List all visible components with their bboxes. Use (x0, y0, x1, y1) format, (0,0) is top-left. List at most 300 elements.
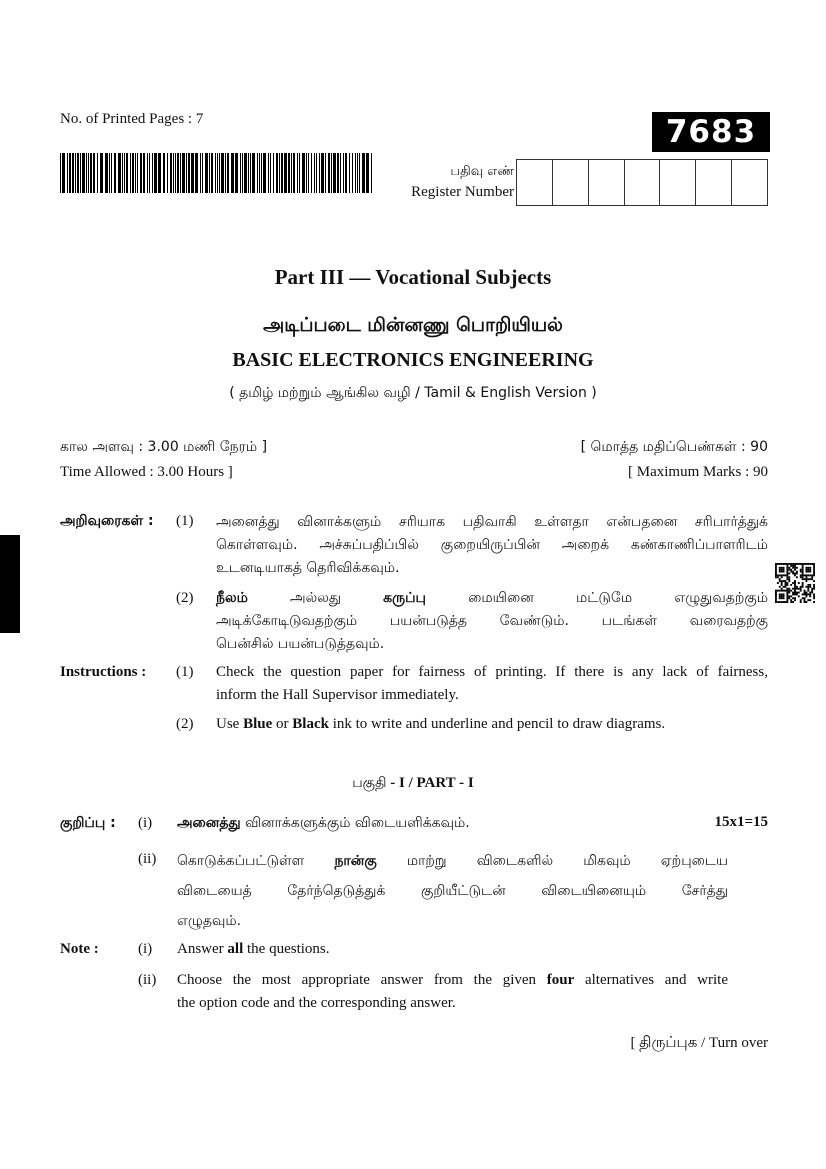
qr-module (775, 593, 777, 595)
qr-module (807, 599, 809, 601)
qr-module (811, 574, 813, 576)
qr-module (777, 590, 779, 592)
qr-module (809, 592, 811, 594)
subject-title-english: BASIC ELECTRONICS ENGINEERING (232, 349, 594, 371)
barcode-bar (180, 153, 181, 193)
qr-module (790, 584, 792, 586)
barcode-bar (163, 153, 165, 193)
qr-module (786, 582, 788, 584)
instruction-english-2 (216, 713, 776, 736)
barcode-bar (340, 153, 341, 193)
part-heading-english: - I / PART - I (386, 775, 474, 791)
qr-module (783, 601, 785, 603)
qr-module (781, 574, 783, 576)
qr-module (807, 593, 809, 595)
note-english-1 (177, 938, 330, 961)
part-title: Part III — Vocational Subjects (274, 265, 552, 289)
qr-module (802, 563, 804, 565)
instruction-line: Check the question paper for fairness of printing. If there is any lack of fairness, (216, 664, 768, 680)
qr-module (794, 580, 796, 582)
qr-module (788, 590, 790, 592)
barcode-bar (328, 153, 330, 193)
barcode-bar (80, 153, 81, 193)
barcode-bar (299, 153, 300, 193)
qr-module (798, 582, 800, 584)
qr-module (809, 569, 811, 571)
barcode-bar (321, 153, 324, 193)
register-digit-box[interactable] (660, 160, 696, 205)
qr-module (796, 588, 798, 590)
barcode-bar (250, 153, 251, 193)
qr-module (807, 590, 809, 592)
qr-module (788, 578, 790, 580)
barcode-bar (270, 153, 271, 193)
qr-module (805, 578, 807, 580)
note-line: விடையைத் தேர்ந்தெடுத்துக் குறியீட்டுடன் விடையினையும் சேர்த்து (177, 883, 728, 899)
qr-module (794, 586, 796, 588)
barcode-bar (263, 153, 266, 193)
black-word: Black (292, 716, 329, 732)
qr-module (792, 573, 794, 575)
barcode-bar (276, 153, 278, 193)
qr-module (790, 569, 792, 571)
qr-module (785, 574, 787, 576)
qr-module (781, 588, 783, 590)
qr-module (794, 593, 796, 595)
instruction-line: அனைத்து வினாக்களும் சரியாக பதிவாகி உள்ளதா என்பதனை சரிபார்த்துக் (216, 514, 768, 530)
barcode-bar (147, 153, 148, 193)
barcode-bar (215, 153, 216, 193)
qr-module (807, 574, 809, 576)
qr-module (783, 597, 785, 599)
qr-module (779, 574, 781, 576)
qr-module (809, 586, 811, 588)
max-marks-tamil: [ மொத்த மதிப்பெண்கள் : 90 (580, 439, 768, 455)
register-label-english: Register Number (411, 184, 514, 200)
qr-code-image (775, 563, 815, 603)
qr-module (802, 567, 804, 569)
qr-module (788, 567, 790, 569)
qr-module (775, 597, 777, 599)
qr-module (798, 595, 800, 597)
qr-module (775, 574, 777, 576)
barcode-bar (333, 153, 336, 193)
printed-pages-count: No. of Printed Pages : 7 (60, 111, 204, 127)
instructions-tamil-label: அறிவுரைகள் : (60, 513, 154, 529)
qr-module (802, 565, 804, 567)
barcode-bar (325, 153, 326, 193)
instruction-line: அடிக்கோடிடுவதற்கும் பயன்படுத்த வேண்டும். படங்கள் வரைவதற்கு (216, 613, 768, 629)
barcode-bar (281, 153, 283, 193)
qr-module (807, 571, 809, 573)
qr-module (813, 593, 815, 595)
note-line: the option code and the corresponding answer. (177, 995, 456, 1011)
qr-module (796, 586, 798, 588)
qr-module (813, 586, 815, 588)
qr-module (809, 563, 811, 565)
qr-module (790, 599, 792, 601)
part-one-heading (0, 775, 826, 793)
barcode-bar (109, 153, 110, 193)
qr-module (800, 590, 802, 592)
qr-module (792, 592, 794, 594)
qr-module (775, 563, 777, 565)
barcode-bar (259, 153, 260, 193)
qr-module (805, 569, 807, 571)
qr-module (809, 574, 811, 576)
barcode-bar (188, 153, 190, 193)
barcode-bar (97, 153, 98, 193)
qr-module (804, 593, 806, 595)
barcode-bar (240, 153, 241, 193)
qr-module (783, 567, 785, 569)
qr-module (788, 573, 790, 575)
barcode-bar (217, 153, 218, 193)
qr-module (779, 593, 781, 595)
qr-module (779, 586, 781, 588)
qr-module (783, 586, 785, 588)
or-word: அல்லது (247, 590, 384, 606)
qr-module (800, 571, 802, 573)
qr-module (786, 599, 788, 601)
barcode-bar (337, 153, 339, 193)
qr-module (783, 590, 785, 592)
qr-module (811, 592, 813, 594)
barcode-bar (306, 153, 307, 193)
register-digit-box[interactable] (625, 160, 661, 205)
qr-module (805, 593, 807, 595)
note-rest: வினாக்களுக்கும் விடையளிக்கவும். (240, 815, 470, 831)
qr-module (802, 573, 804, 575)
qr-module (777, 582, 779, 584)
barcode-bar (209, 153, 210, 193)
barcode-bar (359, 153, 360, 193)
qr-module (794, 574, 796, 576)
qr-module (775, 576, 777, 578)
barcode-bar (126, 153, 128, 193)
qr-module (794, 582, 796, 584)
qr-module (794, 565, 796, 567)
qr-module (804, 563, 806, 565)
barcode-bar (235, 153, 238, 193)
time-allowed-tamil: கால அளவு : 3.00 மணி நேரம் ] (60, 439, 268, 455)
instruction-number: (1) (176, 664, 194, 680)
barcode-bar (140, 153, 142, 193)
paper-code-badge: 7683 (652, 112, 770, 152)
qr-module (777, 576, 779, 578)
barcode-bar (331, 153, 332, 193)
qr-module (775, 569, 777, 571)
max-marks-english: [ Maximum Marks : 90 (628, 464, 768, 480)
barcode-bar (221, 153, 224, 193)
qr-module (775, 571, 777, 573)
barcode-bar (311, 153, 312, 193)
barcode-bar (371, 153, 372, 193)
note-number: (ii) (138, 972, 157, 988)
qr-module (804, 578, 806, 580)
qr-module (788, 597, 790, 599)
qr-module (813, 584, 815, 586)
qr-module (805, 563, 807, 565)
register-digit-box[interactable] (732, 160, 767, 205)
barcode-bar (86, 153, 87, 193)
barcode-bar (143, 153, 145, 193)
black-word: கருப்பு (383, 590, 426, 606)
barcode-bar (175, 153, 176, 193)
instruction-pre: Use (216, 716, 244, 732)
barcode-bar (177, 153, 179, 193)
qr-module (775, 590, 777, 592)
barcode-bar (205, 153, 208, 193)
qr-module (785, 582, 787, 584)
qr-module (798, 588, 800, 590)
qr-module (783, 571, 785, 573)
qr-module (800, 599, 802, 601)
qr-module (792, 588, 794, 590)
qr-module (786, 574, 788, 576)
side-marker-bar (0, 535, 20, 633)
qr-module (794, 597, 796, 599)
qr-module (802, 571, 804, 573)
instruction-tamil-2 (216, 587, 768, 656)
note-rest: the questions. (243, 941, 330, 957)
barcode-bar (170, 153, 172, 193)
qr-module (807, 569, 809, 571)
qr-module (786, 597, 788, 599)
register-label-tamil: பதிவு எண் (450, 164, 514, 179)
barcode-bar (67, 153, 68, 193)
instruction-number: (2) (176, 590, 194, 606)
qr-module (785, 586, 787, 588)
note-tamil-2 (177, 846, 728, 936)
register-number-boxes[interactable] (516, 159, 768, 206)
barcode-bar (118, 153, 121, 193)
register-digit-box[interactable] (696, 160, 732, 205)
qr-module (796, 567, 798, 569)
qr-module (779, 578, 781, 580)
qr-module (779, 597, 781, 599)
qr-module (802, 582, 804, 584)
qr-module (794, 599, 796, 601)
qr-module (781, 580, 783, 582)
barcode-bar (173, 153, 174, 193)
qr-module (802, 584, 804, 586)
qr-module (811, 576, 813, 578)
qr-module (785, 563, 787, 565)
barcode-bar (114, 153, 116, 193)
barcode-bar (82, 153, 85, 193)
qr-module (783, 593, 785, 595)
barcode-image (60, 153, 373, 193)
qr-module (786, 576, 788, 578)
barcode-bar (248, 153, 249, 193)
four-word: four (546, 972, 575, 988)
barcode-bar (242, 153, 243, 193)
qr-module (804, 592, 806, 594)
qr-module (807, 586, 809, 588)
qr-module (781, 595, 783, 597)
barcode-bar (77, 153, 79, 193)
qr-module (805, 595, 807, 597)
barcode-bar (261, 153, 262, 193)
qr-module (781, 597, 783, 599)
qr-module (811, 563, 813, 565)
barcode-bar (191, 153, 194, 193)
barcode-bar (314, 153, 315, 193)
barcode-bar (225, 153, 226, 193)
qr-module (800, 574, 802, 576)
qr-module (792, 565, 794, 567)
qr-module (786, 593, 788, 595)
note-number: (i) (138, 941, 153, 957)
qr-module (805, 571, 807, 573)
barcode-bar (105, 153, 108, 193)
note-number: (i) (138, 815, 153, 831)
qr-module (804, 590, 806, 592)
qr-module (804, 597, 806, 599)
qr-module (786, 592, 788, 594)
barcode-bar (167, 153, 168, 193)
qr-module (802, 586, 804, 588)
qr-module (800, 586, 802, 588)
note-english-2 (177, 969, 728, 1015)
qr-module (781, 563, 783, 565)
qr-module (775, 573, 777, 575)
barcode-bar (137, 153, 138, 193)
qr-module (788, 569, 790, 571)
qr-module (813, 563, 815, 565)
barcode-bar (268, 153, 269, 193)
qr-module (779, 571, 781, 573)
instruction-rest: மையினை மட்டுமே எழுதுவதற்கும் (425, 590, 768, 606)
qr-module (813, 601, 815, 603)
qr-module (790, 590, 792, 592)
qr-module (792, 567, 794, 569)
qr-module (783, 580, 785, 582)
qr-module (802, 593, 804, 595)
qr-module (805, 580, 807, 582)
barcode-bar (345, 153, 347, 193)
blue-word: நீலம் (216, 590, 248, 606)
instruction-english-1 (216, 661, 768, 707)
qr-module (798, 563, 800, 565)
qr-module (802, 569, 804, 571)
section-marks: 15x1=15 (714, 814, 768, 830)
qr-module (800, 563, 802, 565)
barcode-bar (72, 153, 74, 193)
barcode-bar (149, 153, 150, 193)
barcode-bar (60, 153, 61, 193)
qr-module (781, 593, 783, 595)
qr-module (809, 578, 811, 580)
barcode-bar (343, 153, 344, 193)
qr-module (811, 588, 813, 590)
barcode-bar (75, 153, 76, 193)
qr-module (781, 582, 783, 584)
qr-module (785, 601, 787, 603)
qr-module (802, 576, 804, 578)
qr-module (794, 567, 796, 569)
qr-module (813, 580, 815, 582)
qr-module (781, 590, 783, 592)
note-english-label: Note : (60, 941, 99, 957)
barcode-bar (88, 153, 89, 193)
instructions-english-label: Instructions : (60, 664, 147, 680)
barcode-bar (152, 153, 153, 193)
qr-module (786, 595, 788, 597)
register-digit-box[interactable] (589, 160, 625, 205)
barcode-bar (279, 153, 280, 193)
qr-module (775, 567, 777, 569)
qr-module (788, 588, 790, 590)
register-digit-box[interactable] (517, 160, 553, 205)
qr-module (804, 599, 806, 601)
qr-module (804, 574, 806, 576)
register-digit-box[interactable] (553, 160, 589, 205)
qr-module (783, 574, 785, 576)
qr-module (809, 567, 811, 569)
qr-module (786, 590, 788, 592)
qr-module (796, 576, 798, 578)
instruction-line: கொள்ளவும். அச்சுப்பதிப்பில் குறையிருப்பின் அறைக் கண்காணிப்பாளரிடம் (216, 537, 768, 553)
note-number: (ii) (138, 851, 157, 867)
barcode-bar (132, 153, 134, 193)
note-pre: Answer (177, 941, 228, 957)
qr-module (786, 584, 788, 586)
barcode-bar (352, 153, 353, 193)
qr-module (805, 574, 807, 576)
qr-module (786, 571, 788, 573)
qr-module (779, 567, 781, 569)
qr-module (775, 592, 777, 594)
qr-module (781, 601, 783, 603)
qr-module (796, 563, 798, 565)
note-rest: alternatives and write (574, 972, 728, 988)
barcode-bar (219, 153, 220, 193)
barcode-bar (211, 153, 213, 193)
barcode-bar (316, 153, 317, 193)
qr-module (813, 588, 815, 590)
qr-module (777, 574, 779, 576)
qr-module (813, 595, 815, 597)
barcode-bar (186, 153, 187, 193)
barcode-bar (357, 153, 358, 193)
qr-module (796, 571, 798, 573)
qr-module (788, 563, 790, 565)
qr-module (781, 571, 783, 573)
qr-module (786, 565, 788, 567)
barcode-bar (122, 153, 123, 193)
or-word: or (272, 716, 293, 732)
qr-module (794, 592, 796, 594)
qr-module (794, 590, 796, 592)
barcode-bar (195, 153, 198, 193)
qr-module (779, 569, 781, 571)
qr-module (807, 563, 809, 565)
qr-module (786, 578, 788, 580)
qr-module (779, 580, 781, 582)
barcode-bar (200, 153, 201, 193)
all-word: அனைத்து (177, 815, 241, 831)
instruction-line: உடனடியாகத் தெரிவிக்கவும். (216, 560, 400, 576)
qr-module (785, 584, 787, 586)
qr-module (805, 586, 807, 588)
qr-module (807, 588, 809, 590)
barcode-bar (69, 153, 71, 193)
qr-module (794, 569, 796, 571)
qr-module (783, 563, 785, 565)
qr-module (783, 595, 785, 597)
